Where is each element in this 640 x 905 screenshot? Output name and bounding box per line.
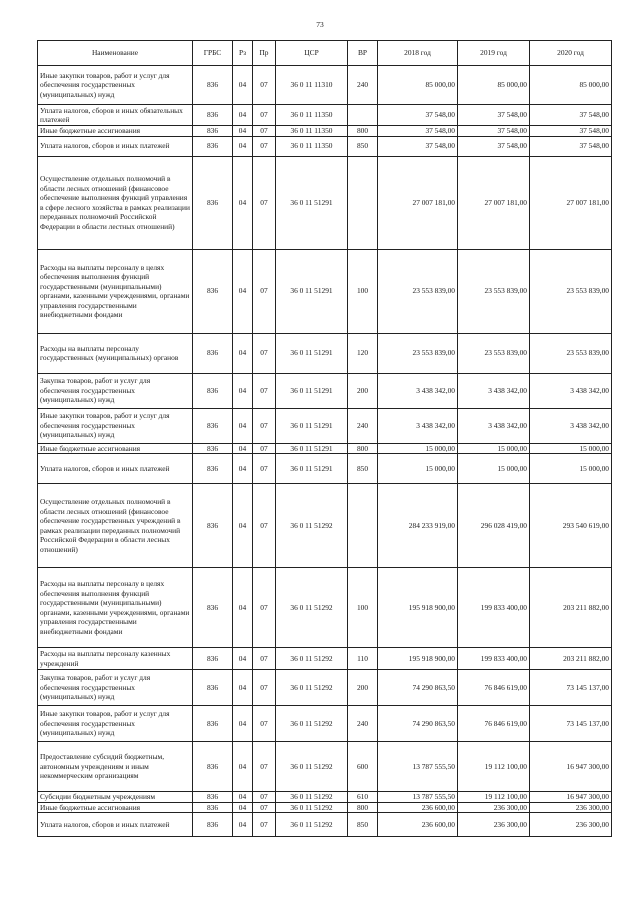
row-2020: 23 553 839,00 xyxy=(530,333,612,373)
table-row xyxy=(38,670,612,706)
table-row xyxy=(38,156,612,249)
row-name: Осуществление отдельных полномочий в области лесных отношений (финансовое обеспечение выполнения функций управления в сфере лесного хозяйства в рамках реализации переданных полномочий Российской Федерации в области лестных отношений) xyxy=(38,156,193,249)
row-2018: 236 600,00 xyxy=(378,802,458,813)
row-csr: 36 0 11 51292 xyxy=(276,484,348,568)
row-2018: 23 553 839,00 xyxy=(378,249,458,333)
header-2019: 2019 год xyxy=(458,41,530,66)
table-row xyxy=(38,484,612,568)
row-2020: 236 300,00 xyxy=(530,802,612,813)
row-rz: 04 xyxy=(233,408,253,443)
row-2020: 203 211 882,00 xyxy=(530,568,612,648)
row-pr: 07 xyxy=(253,66,276,105)
row-2020: 15 000,00 xyxy=(530,454,612,484)
row-2019: 199 833 400,00 xyxy=(458,648,530,670)
row-2019: 15 000,00 xyxy=(458,443,530,454)
row-vr: 800 xyxy=(348,802,378,813)
row-csr: 36 0 11 51291 xyxy=(276,454,348,484)
row-2018: 284 233 919,00 xyxy=(378,484,458,568)
row-vr: 610 xyxy=(348,792,378,803)
row-2018: 37 548,00 xyxy=(378,136,458,156)
row-pr: 07 xyxy=(253,648,276,670)
row-grbs: 836 xyxy=(193,670,233,706)
row-vr: 100 xyxy=(348,568,378,648)
row-2018: 23 553 839,00 xyxy=(378,333,458,373)
row-rz: 04 xyxy=(233,706,253,742)
row-2018: 195 918 900,00 xyxy=(378,648,458,670)
table-row xyxy=(38,373,612,408)
row-csr: 36 0 11 51292 xyxy=(276,813,348,837)
row-name: Иные закупки товаров, работ и услуг для обеспечения государственных (муниципальных) нужд xyxy=(38,706,193,742)
row-vr: 850 xyxy=(348,136,378,156)
row-csr: 36 0 11 51292 xyxy=(276,792,348,803)
row-pr: 07 xyxy=(253,105,276,126)
row-name: Расходы на выплаты персоналу государственных (муниципальных) органов xyxy=(38,333,193,373)
table-row xyxy=(38,706,612,742)
row-grbs: 836 xyxy=(193,249,233,333)
row-2020: 3 438 342,00 xyxy=(530,408,612,443)
row-2019: 236 300,00 xyxy=(458,813,530,837)
table-header-row xyxy=(38,41,612,66)
row-2019: 76 846 619,00 xyxy=(458,706,530,742)
row-name: Закупка товаров, работ и услуг для обеспечения государственных (муниципальных) нужд xyxy=(38,373,193,408)
row-rz: 04 xyxy=(233,333,253,373)
row-rz: 04 xyxy=(233,742,253,792)
row-rz: 04 xyxy=(233,249,253,333)
row-grbs: 836 xyxy=(193,454,233,484)
row-2019: 19 112 100,00 xyxy=(458,742,530,792)
header-2020: 2020 год xyxy=(530,41,612,66)
row-vr: 200 xyxy=(348,373,378,408)
row-vr: 240 xyxy=(348,408,378,443)
row-vr: 600 xyxy=(348,742,378,792)
row-2018: 13 787 555,50 xyxy=(378,792,458,803)
table-row xyxy=(38,105,612,126)
row-2020: 16 947 300,00 xyxy=(530,792,612,803)
row-name: Иные закупки товаров, работ и услуг для обеспечения государственных (муниципальных) нужд xyxy=(38,408,193,443)
row-name: Закупка товаров, работ и услуг для обеспечения государственных (муниципальных) нужд xyxy=(38,670,193,706)
row-2020: 37 548,00 xyxy=(530,126,612,137)
row-csr: 36 0 11 51292 xyxy=(276,648,348,670)
row-vr xyxy=(348,156,378,249)
header-name: Наименование xyxy=(38,41,193,66)
row-grbs: 836 xyxy=(193,105,233,126)
row-rz: 04 xyxy=(233,66,253,105)
row-csr: 36 0 11 51292 xyxy=(276,742,348,792)
row-pr: 07 xyxy=(253,408,276,443)
row-2019: 3 438 342,00 xyxy=(458,373,530,408)
row-2018: 85 000,00 xyxy=(378,66,458,105)
row-2019: 23 553 839,00 xyxy=(458,249,530,333)
header-pr: Пр xyxy=(253,41,276,66)
row-grbs: 836 xyxy=(193,813,233,837)
row-2020: 73 145 137,00 xyxy=(530,670,612,706)
row-vr: 850 xyxy=(348,454,378,484)
row-rz: 04 xyxy=(233,568,253,648)
header-2018: 2018 год xyxy=(378,41,458,66)
row-2018: 37 548,00 xyxy=(378,105,458,126)
table-row xyxy=(38,813,612,837)
row-vr xyxy=(348,484,378,568)
row-2020: 3 438 342,00 xyxy=(530,373,612,408)
row-grbs: 836 xyxy=(193,443,233,454)
row-2018: 236 600,00 xyxy=(378,813,458,837)
row-2019: 37 548,00 xyxy=(458,136,530,156)
row-name: Иные бюджетные ассигнования xyxy=(38,443,193,454)
row-rz: 04 xyxy=(233,105,253,126)
row-2018: 15 000,00 xyxy=(378,454,458,484)
row-csr: 36 0 11 51292 xyxy=(276,670,348,706)
row-2019: 23 553 839,00 xyxy=(458,333,530,373)
row-2019: 19 112 100,00 xyxy=(458,792,530,803)
row-2018: 13 787 555,50 xyxy=(378,742,458,792)
row-rz: 04 xyxy=(233,443,253,454)
row-name: Уплата налогов, сборов и иных платежей xyxy=(38,454,193,484)
row-grbs: 836 xyxy=(193,706,233,742)
row-name: Расходы на выплаты персоналу казенных учреждений xyxy=(38,648,193,670)
budget-table xyxy=(37,40,612,837)
row-rz: 04 xyxy=(233,136,253,156)
row-vr: 240 xyxy=(348,66,378,105)
row-pr: 07 xyxy=(253,333,276,373)
row-pr: 07 xyxy=(253,373,276,408)
row-2020: 37 548,00 xyxy=(530,105,612,126)
row-2019: 37 548,00 xyxy=(458,126,530,137)
row-grbs: 836 xyxy=(193,408,233,443)
row-rz: 04 xyxy=(233,792,253,803)
row-grbs: 836 xyxy=(193,333,233,373)
table-row xyxy=(38,126,612,137)
row-grbs: 836 xyxy=(193,484,233,568)
row-rz: 04 xyxy=(233,670,253,706)
table-row xyxy=(38,802,612,813)
row-2019: 37 548,00 xyxy=(458,105,530,126)
row-csr: 36 0 11 11310 xyxy=(276,66,348,105)
header-vr: ВР xyxy=(348,41,378,66)
row-vr: 240 xyxy=(348,706,378,742)
row-rz: 04 xyxy=(233,126,253,137)
row-2020: 236 300,00 xyxy=(530,813,612,837)
table-body xyxy=(38,66,612,837)
row-grbs: 836 xyxy=(193,792,233,803)
row-2019: 199 833 400,00 xyxy=(458,568,530,648)
row-name: Расходы на выплаты персоналу в целях обеспечения выполнения функций государственными (муниципальными) органами, казенными учреждениями, органами управления государственными внебюджетными фондами xyxy=(38,568,193,648)
row-csr: 36 0 11 11350 xyxy=(276,105,348,126)
row-csr: 36 0 11 51291 xyxy=(276,333,348,373)
row-rz: 04 xyxy=(233,484,253,568)
row-grbs: 836 xyxy=(193,373,233,408)
row-vr: 120 xyxy=(348,333,378,373)
row-csr: 36 0 11 51292 xyxy=(276,568,348,648)
row-2019: 76 846 619,00 xyxy=(458,670,530,706)
row-2018: 37 548,00 xyxy=(378,126,458,137)
row-2018: 195 918 900,00 xyxy=(378,568,458,648)
row-2019: 236 300,00 xyxy=(458,802,530,813)
row-2019: 27 007 181,00 xyxy=(458,156,530,249)
row-pr: 07 xyxy=(253,136,276,156)
header-rz: Рз xyxy=(233,41,253,66)
row-csr: 36 0 11 51291 xyxy=(276,443,348,454)
row-pr: 07 xyxy=(253,156,276,249)
row-csr: 36 0 11 51292 xyxy=(276,706,348,742)
row-grbs: 836 xyxy=(193,156,233,249)
row-2019: 15 000,00 xyxy=(458,454,530,484)
table-row xyxy=(38,568,612,648)
row-name: Иные бюджетные ассигнования xyxy=(38,802,193,813)
row-csr: 36 0 11 51291 xyxy=(276,373,348,408)
table-row xyxy=(38,333,612,373)
row-rz: 04 xyxy=(233,802,253,813)
row-pr: 07 xyxy=(253,792,276,803)
table-row xyxy=(38,249,612,333)
row-vr: 110 xyxy=(348,648,378,670)
table-row xyxy=(38,454,612,484)
row-csr: 36 0 11 51292 xyxy=(276,802,348,813)
row-name: Уплата налогов, сборов и иных обязательных платежей xyxy=(38,105,193,126)
row-grbs: 836 xyxy=(193,802,233,813)
row-2018: 15 000,00 xyxy=(378,443,458,454)
row-2020: 16 947 300,00 xyxy=(530,742,612,792)
row-2018: 3 438 342,00 xyxy=(378,373,458,408)
page-number: 73 xyxy=(316,20,324,29)
row-pr: 07 xyxy=(253,443,276,454)
row-pr: 07 xyxy=(253,670,276,706)
row-2020: 15 000,00 xyxy=(530,443,612,454)
row-vr: 100 xyxy=(348,249,378,333)
row-2018: 74 290 863,50 xyxy=(378,706,458,742)
row-2020: 203 211 882,00 xyxy=(530,648,612,670)
table-row xyxy=(38,66,612,105)
table-row xyxy=(38,443,612,454)
table-row xyxy=(38,792,612,803)
row-name: Уплата налогов, сборов и иных платежей xyxy=(38,813,193,837)
row-pr: 07 xyxy=(253,454,276,484)
row-rz: 04 xyxy=(233,813,253,837)
row-name: Субсидии бюджетным учреждениям xyxy=(38,792,193,803)
row-grbs: 836 xyxy=(193,136,233,156)
row-rz: 04 xyxy=(233,156,253,249)
row-2018: 74 290 863,50 xyxy=(378,670,458,706)
header-csr: ЦСР xyxy=(276,41,348,66)
table-row xyxy=(38,648,612,670)
row-grbs: 836 xyxy=(193,66,233,105)
row-csr: 36 0 11 51291 xyxy=(276,156,348,249)
header-grbs: ГРБС xyxy=(193,41,233,66)
table-row xyxy=(38,408,612,443)
row-rz: 04 xyxy=(233,454,253,484)
row-vr: 800 xyxy=(348,443,378,454)
row-csr: 36 0 11 51291 xyxy=(276,408,348,443)
row-grbs: 836 xyxy=(193,742,233,792)
row-pr: 07 xyxy=(253,249,276,333)
row-name: Иные бюджетные ассигнования xyxy=(38,126,193,137)
row-2020: 293 540 619,00 xyxy=(530,484,612,568)
row-vr: 850 xyxy=(348,813,378,837)
table-row xyxy=(38,742,612,792)
row-pr: 07 xyxy=(253,126,276,137)
row-2019: 296 028 419,00 xyxy=(458,484,530,568)
row-2020: 73 145 137,00 xyxy=(530,706,612,742)
row-csr: 36 0 11 11350 xyxy=(276,126,348,137)
row-pr: 07 xyxy=(253,742,276,792)
table-row xyxy=(38,136,612,156)
row-name: Уплата налогов, сборов и иных платежей xyxy=(38,136,193,156)
row-2020: 27 007 181,00 xyxy=(530,156,612,249)
row-pr: 07 xyxy=(253,802,276,813)
row-2020: 85 000,00 xyxy=(530,66,612,105)
row-grbs: 836 xyxy=(193,648,233,670)
row-grbs: 836 xyxy=(193,126,233,137)
row-name: Осуществление отдельных полномочий в области лесных отношений (финансовое обеспечение государственных учреждений в рамках реализации переданных полномочий Российской Федерации в области лесных отношений) xyxy=(38,484,193,568)
row-grbs: 836 xyxy=(193,568,233,648)
row-2018: 3 438 342,00 xyxy=(378,408,458,443)
row-pr: 07 xyxy=(253,568,276,648)
row-pr: 07 xyxy=(253,706,276,742)
row-name: Расходы на выплаты персоналу в целях обеспечения выполнения функций государственными (муниципальными) органами, казенными учреждениями, органами управления государственными внебюджетными фондами xyxy=(38,249,193,333)
row-name: Предоставление субсидий бюджетным, автономным учреждениям и иным некоммерческим организациям xyxy=(38,742,193,792)
row-name: Иные закупки товаров, работ и услуг для обеспечения государственных (муниципальных) нужд xyxy=(38,66,193,105)
row-vr: 200 xyxy=(348,670,378,706)
row-vr xyxy=(348,105,378,126)
row-2019: 85 000,00 xyxy=(458,66,530,105)
row-2020: 23 553 839,00 xyxy=(530,249,612,333)
row-2020: 37 548,00 xyxy=(530,136,612,156)
row-rz: 04 xyxy=(233,648,253,670)
row-csr: 36 0 11 51291 xyxy=(276,249,348,333)
row-pr: 07 xyxy=(253,813,276,837)
row-2018: 27 007 181,00 xyxy=(378,156,458,249)
row-rz: 04 xyxy=(233,373,253,408)
row-2019: 3 438 342,00 xyxy=(458,408,530,443)
row-pr: 07 xyxy=(253,484,276,568)
row-vr: 800 xyxy=(348,126,378,137)
row-csr: 36 0 11 11350 xyxy=(276,136,348,156)
